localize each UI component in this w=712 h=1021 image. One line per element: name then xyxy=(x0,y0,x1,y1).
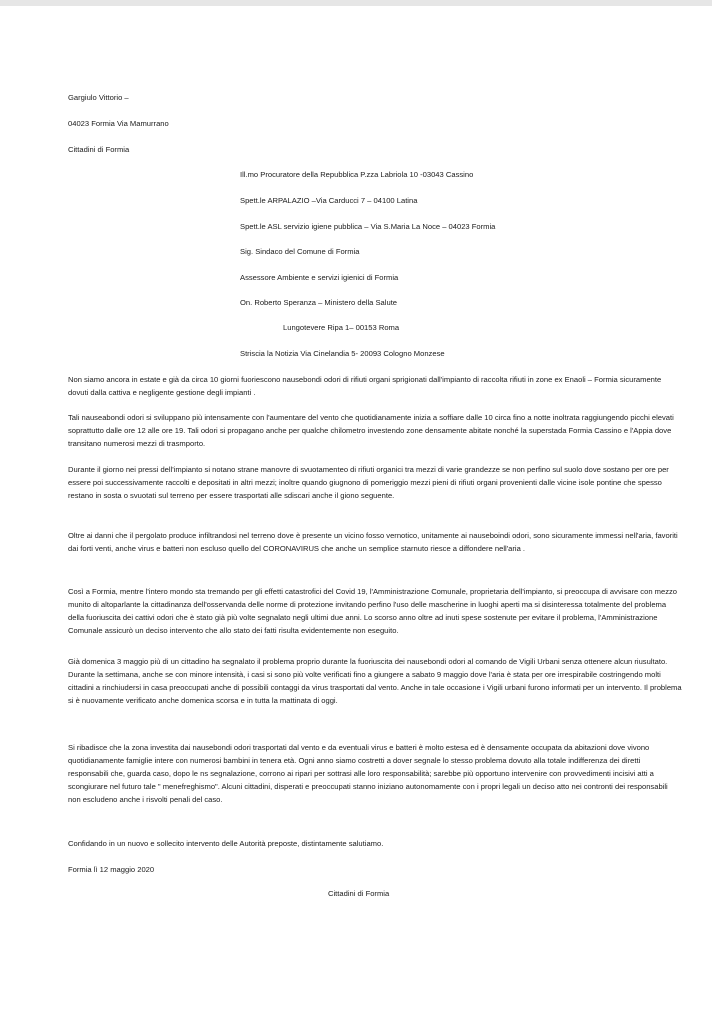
paragraph-1: Non siamo ancora in estate e già da circa 10 giorni fuoriescono nausebondi odori di rifiuti organi sprigionati dall'impianto di raccolta rifiuti in zone ex Enaoli – Formia sicuramente dovuti dalla cattiva e negligente gestione degli impianti . xyxy=(68,375,662,397)
recipient-assessore: Assessore Ambiente e servizi igienici di Formia xyxy=(240,273,399,282)
recipient-asl: Spett.le ASL servizio igiene pubblica – Via S.Maria La Noce – 04023 Formia xyxy=(240,222,496,231)
recipient-arpalazio: Spett.le ARPALAZIO –Via Carducci 7 – 04100 Latina xyxy=(240,196,418,205)
sender-address: 04023 Formia Via Mamurrano xyxy=(68,119,169,128)
place-date: Formia lì 12 maggio 2020 xyxy=(68,865,155,874)
paragraph-4: Oltre ai danni che il pergolato produce infiltrandosi nel terreno dove è presente un vicino fosso vernotico, unitamente ai nauseboindi odori, sono sicuramente immessi nell'aria, favoriti dai forti venti, anche virus e batteri non escluso quello del CORONAVIRUS che anche un semplice starnuto riesce a diffondere nell'aria . xyxy=(68,531,678,553)
recipient-sindaco: Sig. Sindaco del Comune di Formia xyxy=(240,247,360,256)
recipient-ministro-address: Lungotevere Ripa 1– 00153 Roma xyxy=(283,323,400,332)
paragraph-5: Così a Formia, mentre l'intero mondo sta tremando per gli effetti catastrofici del Covid 19, l'Amministrazione Comunale, proprietaria dell'impianto, si preoccupa di avvisare con mezzo munito di altoparlante la cittadinanza dell'osservanda delle norme di protezione invitando perfino l'uso delle mascherine in luoghi aperti ma si disinteressa totalmente del problema della fuoriuscita dei cattivi odori che è stato già più volte segnalato negli ultimi due anni. Lo scorso anno oltre ad inuti spese sostenute per evitare il problema, l'Amministrazione Comunale assicurò un deciso intervento che allo stato dei fatti risulta evidentemente non eseguito. xyxy=(68,587,678,635)
paragraph-3: Durante il giorno nei pressi dell'impianto si notano strane manovre di svuotamenteo di rifiuti organici tra mezzi di varie grandezze se non perfino sul suolo dove sostano per ore per essere poi successivamente raccolti e depositati in altri mezzi; inoltre quando giugnono di pomeriggio mezzi pieni di rifiuti organi provenienti dalle vicine isole pontine che spesso restano in sosta o svuotati sul terreno per essere trasportati alle sdiscari anche il giono seguente. xyxy=(68,465,669,500)
sender-name: Gargiulo Vittorio – xyxy=(68,93,129,102)
paragraph-7: Si ribadisce che la zona investita dai nausebondi odori trasportati dal vento e da eventuali virus e batteri è molto estesa ed è densamente occupata da abitazioni dove vivono quotidianamente famiglie intere con numerosi bambini in tenera età. Ogni anno siamo costretti a dover segnale lo stesso problema dovuto alla totale indifferenza dei diretti responsabili che, guarda caso, dopo le ns segnalazione, corrono ai ripari per sottrasi alle loro responsabilità; sarebbe più opportuno intervenire con provvedimenti incisivi atti a scongiurare nel futuro tale " menefreghismo". Alcuni cittadini, disperati e preoccupati stanno iniziano autonomamente con i propri legali un deciso atto nei contronti dei responsabili non escludeno anche i risvolti penali del caso. xyxy=(68,743,668,804)
paragraph-2: Tali nauseabondi odori si sviluppano più intensamente con l'aumentare del vento che quotidianamente inizia a soffiare dalle 10 circa fino a notte inoltrata raggiungendo picchi elevati soprattutto dalle ore 12 alle ore 19. Tali odori si propagano anche per qualche chilometro investendo zone densamente abitate nonché la superstada Formia Cassino e l'Appia dove transitano numerosi mezzi di trasmporto. xyxy=(68,413,674,448)
paragraph-6: Già domenica 3 maggio più di un cittadino ha segnalato il problema proprio durante la fuoriuscita dei nausebondi odori al comando de Vigili Urbani senza ottenere alcun riusultato. Durante la settimana, anche se con minore intensità, i casi si sono più volte verificati fino a giungere a sabato 9 maggio dove l'aria è stata per ore irrespirabile costringendo molti cittadini a rinchiudersi in casa preoccupati anche di possibili contaggi da virus trasportati dal vento. Anche in tale occasione i Vigili urbani furono informati per un intervento. Il problema si è nuovamente verificato anche domenica scorsa e in tutta la mattinata di oggi. xyxy=(68,657,682,705)
signature: Cittadini di Formia xyxy=(328,889,390,898)
sender-group: Cittadini di Formia xyxy=(68,145,130,154)
top-band xyxy=(0,0,712,6)
recipient-procuratore: Ill.mo Procuratore della Repubblica P.zza Labriola 10 -03043 Cassino xyxy=(240,170,474,179)
recipient-striscia: Striscia la Notizia Via Cinelandia 5- 20093 Cologno Monzese xyxy=(240,349,445,358)
recipient-ministro: On. Roberto Speranza – Ministero della Salute xyxy=(240,298,398,307)
paragraph-closing: Confidando in un nuovo e sollecito intervento delle Autorità preposte, distintamente salutiamo. xyxy=(68,839,384,848)
